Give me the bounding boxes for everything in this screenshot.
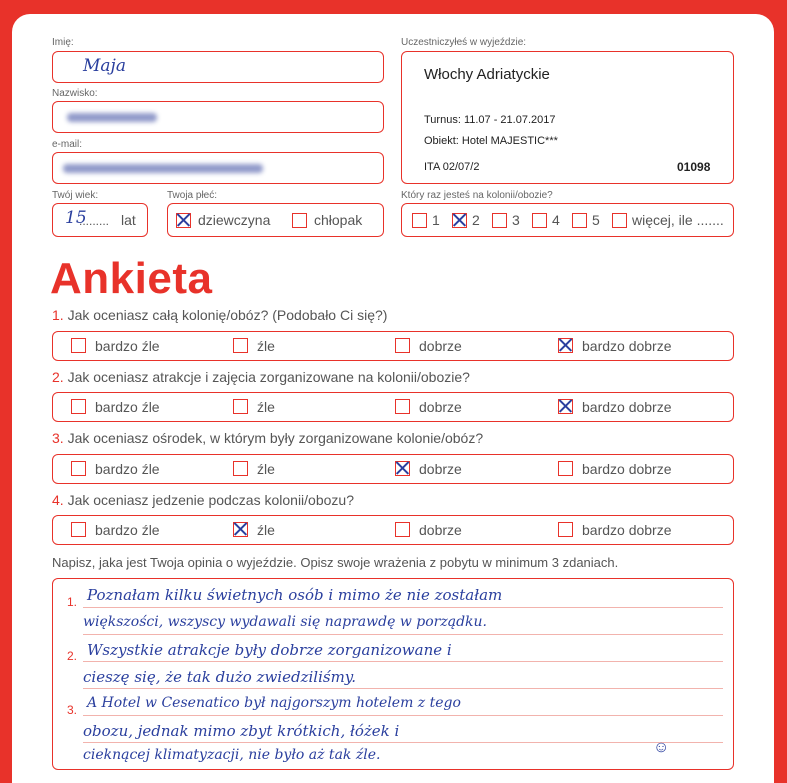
question-4-options (52, 515, 734, 545)
q3-dobrze-label: dobrze (419, 461, 462, 477)
q3-zle-checkbox[interactable] (233, 461, 248, 476)
q4-bardzo-dobrze-checkbox[interactable] (558, 522, 573, 537)
times-4-checkbox[interactable] (532, 213, 547, 228)
trip-label: Uczestniczyłeś w wyjeździe: (401, 37, 527, 48)
q2-bardzo-dobrze-checkbox[interactable] (558, 399, 573, 414)
question-1-options (52, 331, 734, 361)
q4-dobrze-checkbox[interactable] (395, 522, 410, 537)
surname-label: Nazwisko: (52, 88, 98, 99)
q3-zle-label: źle (257, 461, 275, 477)
question-1-number: 1. (52, 307, 64, 323)
age-label: Twój wiek: (52, 190, 99, 201)
q3-bardzo-dobrze-checkbox[interactable] (558, 461, 573, 476)
times-3-checkbox[interactable] (492, 213, 507, 228)
essay-rule (83, 607, 723, 608)
gender-label: Twoja płeć: (167, 190, 218, 201)
times-1-label: 1 (432, 212, 440, 228)
gender-boy-label: chłopak (314, 212, 363, 228)
question-2-text: Jak oceniasz atrakcje i zajęcia zorganizowane na kolonii/obozie? (67, 369, 470, 385)
q1-zle-label: źle (257, 338, 275, 354)
smiley-doodle-icon: ☺ (653, 739, 670, 756)
q1-bardzo-zle-label: bardzo źle (95, 338, 160, 354)
essay-box[interactable] (52, 578, 734, 770)
name-label: Imię: (52, 37, 74, 48)
question-3 (52, 430, 483, 446)
essay-number-1: 1. (67, 595, 78, 609)
question-1 (52, 307, 387, 323)
essay-rule (83, 634, 723, 635)
essay-rule (83, 742, 723, 743)
q3-bardzo-dobrze-label: bardzo dobrze (582, 461, 672, 477)
q1-zle-checkbox[interactable] (233, 338, 248, 353)
times-4-label: 4 (552, 212, 560, 228)
times-2-label: 2 (472, 212, 480, 228)
q1-bardzo-zle-checkbox[interactable] (71, 338, 86, 353)
age-unit: lat (121, 212, 136, 228)
question-1-text: Jak oceniasz całą kolonię/obóz? (Podobało Ci się?) (67, 307, 388, 323)
times-label: Który raz jesteś na kolonii/obozie? (401, 190, 553, 201)
essay-rule (83, 715, 723, 716)
question-2 (52, 369, 470, 385)
essay-rule (83, 661, 723, 662)
question-4-text: Jak oceniasz jedzenie podczas kolonii/obozu? (67, 492, 354, 508)
q4-zle-label: źle (257, 522, 275, 538)
question-2-number: 2. (52, 369, 64, 385)
essay-line-4: cieszę się, że tak dużo zwiedziliśmy. (83, 668, 357, 686)
q4-bardzo-zle-label: bardzo źle (95, 522, 160, 538)
q4-zle-checkbox[interactable] (233, 522, 248, 537)
name-field[interactable] (52, 51, 384, 83)
q4-bardzo-dobrze-label: bardzo dobrze (582, 522, 672, 538)
trip-turnus: Turnus: 11.07 - 21.07.2017 (424, 114, 556, 126)
essay-rule (83, 688, 723, 689)
times-more-checkbox[interactable] (612, 213, 627, 228)
age-dots: ......... (79, 214, 110, 228)
question-4 (52, 492, 354, 508)
q2-zle-label: źle (257, 399, 275, 415)
trip-number: 01098 (677, 160, 711, 174)
trip-box (401, 51, 734, 184)
gender-field (167, 203, 384, 237)
trip-code: ITA 02/07/2 (424, 161, 480, 173)
gender-boy-checkbox[interactable] (292, 213, 307, 228)
question-4-number: 4. (52, 492, 64, 508)
q2-bardzo-zle-label: bardzo źle (95, 399, 160, 415)
essay-line-5: A Hotel w Cesenatico był najgorszym hotelem z tego (87, 695, 461, 711)
q2-bardzo-zle-checkbox[interactable] (71, 399, 86, 414)
question-3-number: 3. (52, 430, 64, 446)
q3-bardzo-zle-label: bardzo źle (95, 461, 160, 477)
question-2-options (52, 392, 734, 422)
question-3-text: Jak oceniasz ośrodek, w którym były zorganizowane kolonie/obóz? (67, 430, 484, 446)
q3-bardzo-zle-checkbox[interactable] (71, 461, 86, 476)
essay-line-3: Wszystkie atrakcje były dobrze zorganizowane i (87, 641, 452, 659)
q2-dobrze-checkbox[interactable] (395, 399, 410, 414)
essay-number-2: 2. (67, 649, 78, 663)
surname-field[interactable] (52, 101, 384, 133)
gender-girl-label: dziewczyna (198, 212, 271, 228)
q2-zle-checkbox[interactable] (233, 399, 248, 414)
times-5-label: 5 (592, 212, 600, 228)
q1-bardzo-dobrze-label: bardzo dobrze (582, 338, 672, 354)
survey-title: Ankieta (50, 254, 213, 303)
times-2-checkbox[interactable] (452, 213, 467, 228)
email-label: e-mail: (52, 139, 83, 150)
q2-dobrze-label: dobrze (419, 399, 462, 415)
essay-line-7: cieknącej klimatyzacji, nie było aż tak źle. (83, 747, 381, 763)
essay-line-1: Poznałam kilku świetnych osób i mimo że nie zostałam (87, 586, 503, 604)
q1-bardzo-dobrze-checkbox[interactable] (558, 338, 573, 353)
essay-prompt: Napisz, jaka jest Twoja opinia o wyjeździe. Opisz swoje wrażenia z pobytu w minimum 3 zdaniach. (52, 555, 619, 570)
q3-dobrze-checkbox[interactable] (395, 461, 410, 476)
trip-obiekt: Obiekt: Hotel MAJESTIC*** (424, 135, 558, 147)
trip-name: Włochy Adriatyckie (424, 66, 550, 83)
gender-girl-checkbox[interactable] (176, 213, 191, 228)
times-more-label: więcej, ile ....... (632, 212, 724, 228)
age-value: 15 (65, 208, 87, 228)
essay-number-3: 3. (67, 703, 78, 717)
q1-dobrze-checkbox[interactable] (395, 338, 410, 353)
q4-dobrze-label: dobrze (419, 522, 462, 538)
surname-redacted (67, 113, 157, 122)
times-3-label: 3 (512, 212, 520, 228)
essay-line-2: większości, wszyscy wydawali się naprawdę w porządku. (83, 614, 487, 630)
question-3-options (52, 454, 734, 484)
times-1-checkbox[interactable] (412, 213, 427, 228)
q4-bardzo-zle-checkbox[interactable] (71, 522, 86, 537)
q2-bardzo-dobrze-label: bardzo dobrze (582, 399, 672, 415)
email-field[interactable] (52, 152, 384, 184)
q1-dobrze-label: dobrze (419, 338, 462, 354)
essay-line-6: obozu, jednak mimo zbyt krótkich, łóżek i (83, 722, 400, 740)
times-5-checkbox[interactable] (572, 213, 587, 228)
age-field[interactable] (52, 203, 148, 237)
name-value: Maja (83, 56, 126, 76)
email-redacted (63, 164, 263, 173)
times-field (401, 203, 734, 237)
